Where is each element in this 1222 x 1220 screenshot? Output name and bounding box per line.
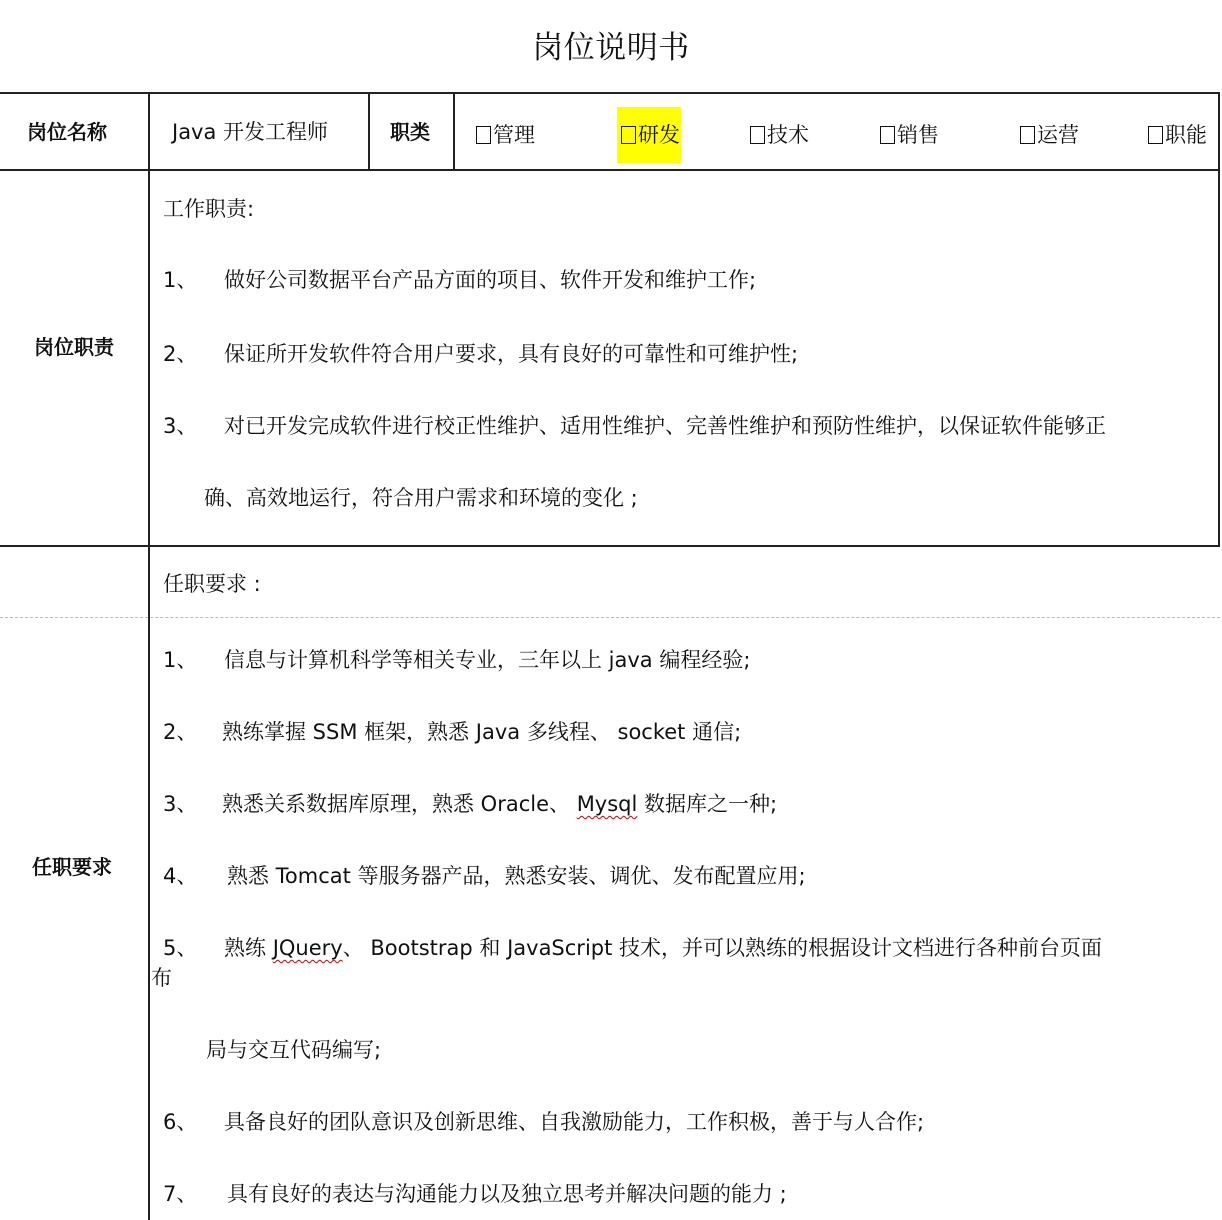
requirement-text-after: 、 Bootstrap 和 JavaScript 技术，并可以熟练的根据设计文档进行各种前台页面 xyxy=(342,936,1103,960)
category-option-sales[interactable] xyxy=(880,117,939,151)
spellcheck-underlined-term: JQuery xyxy=(272,936,343,960)
checkbox-icon[interactable] xyxy=(1020,126,1035,144)
right-table-border xyxy=(1218,92,1220,171)
position-name-label: 岗位名称 xyxy=(27,120,107,144)
right-table-border-lower xyxy=(1218,171,1220,547)
requirements-heading: 任职要求 : xyxy=(163,572,261,596)
category-option-functions[interactable] xyxy=(1148,117,1207,151)
requirement-text-before: 熟练 xyxy=(224,936,273,960)
requirements-section-label: 任职要求 xyxy=(32,855,112,879)
checkbox-icon[interactable] xyxy=(880,126,895,144)
requirement-item: 具有良好的表达与沟通能力以及独立思考并解决问题的能力 ; xyxy=(227,1182,787,1206)
responsibilities-section-label: 岗位职责 xyxy=(34,335,114,359)
checkbox-icon[interactable] xyxy=(621,126,636,144)
requirement-item: 熟悉 Tomcat 等服务器产品，熟悉安装、调优、发布配置应用; xyxy=(227,864,806,888)
category-option-technical[interactable] xyxy=(750,117,809,151)
category-column-border xyxy=(453,92,455,171)
requirement-number: 3、 xyxy=(163,792,198,816)
left-column-border xyxy=(148,92,150,1220)
requirement-item: 熟练掌握 SSM 框架，熟悉 Java 多线程、 socket 通信; xyxy=(222,720,742,744)
requirements-divider xyxy=(0,617,1220,618)
responsibilities-heading: 工作职责: xyxy=(163,197,255,221)
document-title: 岗位说明书 xyxy=(532,30,690,66)
category-option-label: 销售 xyxy=(897,123,939,147)
responsibility-item: 对已开发完成软件进行校正性维护、适用性维护、完善性维护和预防性维护，以保证软件能够正 xyxy=(224,414,1106,438)
requirement-number: 4、 xyxy=(163,864,198,888)
checkbox-icon[interactable] xyxy=(1148,126,1163,144)
requirement-item xyxy=(224,933,1102,963)
checkbox-icon[interactable] xyxy=(476,126,491,144)
responsibility-number: 1、 xyxy=(163,268,198,292)
requirement-item: 具备良好的团队意识及创新思维、自我激励能力，工作积极，善于与人合作; xyxy=(224,1110,925,1134)
requirement-item: 信息与计算机科学等相关专业，三年以上 java 编程经验; xyxy=(224,648,751,672)
category-option-management[interactable] xyxy=(476,117,535,151)
category-option-label: 运营 xyxy=(1037,123,1079,147)
category-option-label: 管理 xyxy=(493,123,535,147)
requirement-overflow-character: 布 xyxy=(151,966,172,990)
requirement-text-before: 熟悉关系数据库原理，熟悉 Oracle、 xyxy=(222,792,577,816)
position-name-value: Java 开发工程师 xyxy=(172,120,329,144)
category-option-label: 技术 xyxy=(767,123,809,147)
responsibility-continuation: 确、高效地运行，符合用户需求和环境的变化 ; xyxy=(204,486,638,510)
role-column-border xyxy=(368,92,370,171)
category-option-label: 研发 xyxy=(638,123,680,147)
spellcheck-underlined-term: Mysql xyxy=(576,792,638,816)
category-label: 职类 xyxy=(390,120,430,144)
requirement-number: 7、 xyxy=(163,1182,198,1206)
requirement-number: 6、 xyxy=(163,1110,198,1134)
responsibility-bottom-border xyxy=(0,545,1220,547)
table-top-border xyxy=(0,92,1220,94)
category-option-research-development[interactable] xyxy=(617,107,681,163)
requirement-number: 2、 xyxy=(163,720,198,744)
checkbox-icon[interactable] xyxy=(750,126,765,144)
responsibility-number: 2、 xyxy=(163,342,198,366)
requirement-item xyxy=(222,789,777,819)
responsibility-number: 3、 xyxy=(163,414,198,438)
requirement-continuation: 局与交互代码编写; xyxy=(206,1038,382,1062)
header-bottom-border xyxy=(0,169,1220,171)
requirement-number: 5、 xyxy=(163,936,198,960)
requirement-text-after: 数据库之一种; xyxy=(637,792,778,816)
responsibility-item: 保证所开发软件符合用户要求，具有良好的可靠性和可维护性; xyxy=(224,342,799,366)
category-option-operations[interactable] xyxy=(1020,117,1079,151)
category-option-label: 职能 xyxy=(1165,123,1207,147)
requirement-number: 1、 xyxy=(163,648,198,672)
responsibility-item: 做好公司数据平台产品方面的项目、软件开发和维护工作; xyxy=(224,268,757,292)
